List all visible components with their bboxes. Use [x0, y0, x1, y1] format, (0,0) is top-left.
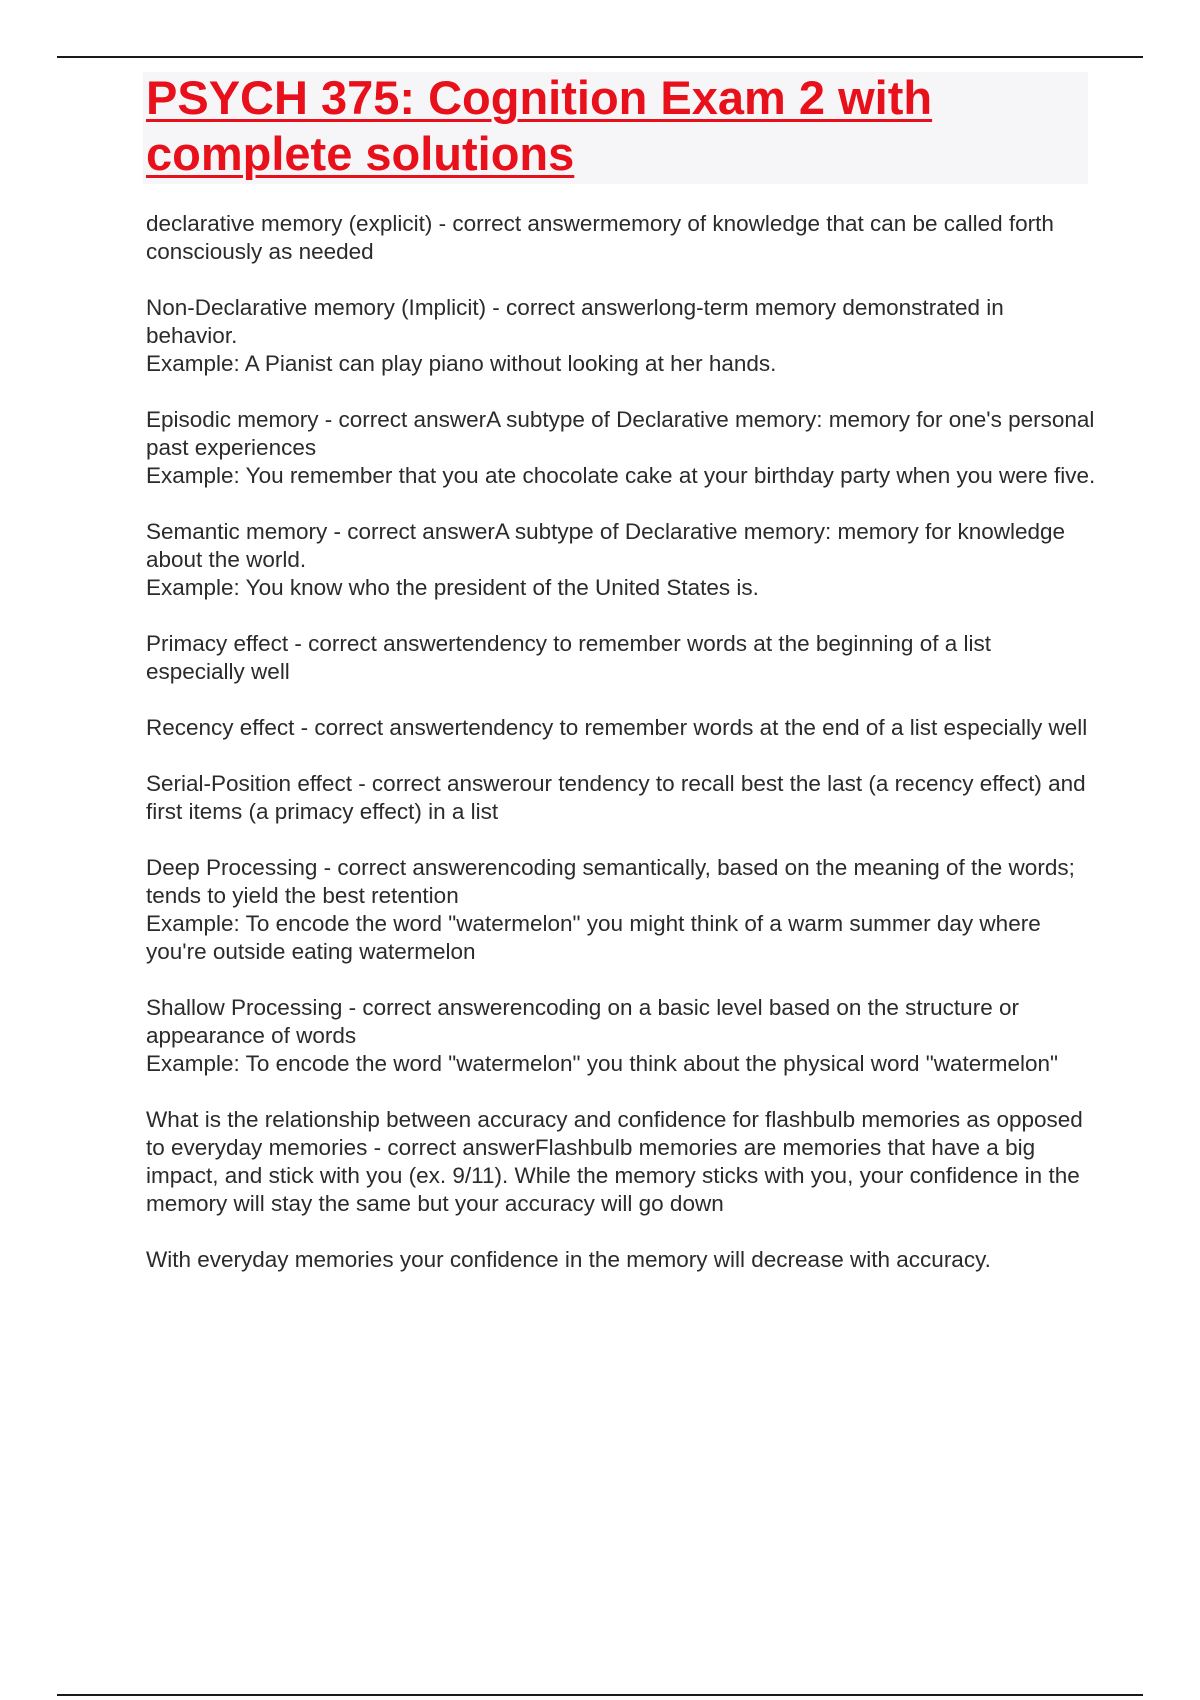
- document-body: [146, 210, 1096, 1302]
- entry-example: Example: To encode the word "watermelon" you might think of a warm summer day where you're outside eating watermelon: [146, 911, 1041, 964]
- entry-definition: Shallow Processing - correct answerencoding on a basic level based on the structure or appearance of words: [146, 995, 1019, 1048]
- entry-serial-position-effect: [146, 770, 1096, 826]
- entry-example: Example: You remember that you ate chocolate cake at your birthday party when you were five.: [146, 463, 1096, 488]
- entry-definition: With everyday memories your confidence in the memory will decrease with accuracy.: [146, 1247, 991, 1272]
- entry-declarative-memory: [146, 210, 1096, 266]
- entry-definition: Serial-Position effect - correct answerour tendency to recall best the last (a recency effect) and first items (a primacy effect) in a list: [146, 771, 1086, 824]
- entry-primacy-effect: [146, 630, 1096, 686]
- entry-deep-processing: [146, 854, 1096, 966]
- entry-definition: Deep Processing - correct answerencoding semantically, based on the meaning of the words; tends to yield the best retention: [146, 855, 1075, 908]
- entry-example: Example: To encode the word "watermelon" you think about the physical word "watermelon": [146, 1051, 1059, 1076]
- entry-flashbulb-memories: [146, 1106, 1096, 1218]
- entry-non-declarative-memory: [146, 294, 1096, 378]
- entry-definition: What is the relationship between accuracy and confidence for flashbulb memories as opposed to everyday memories - correct answerFlashbulb memories are memories that have a big impact, and stick with you (ex. 9/11). While the memory sticks with you, your confidence in the memory will stay the same but your accuracy will go down: [146, 1107, 1083, 1216]
- document-title: PSYCH 375: Cognition Exam 2 with complete solutions: [146, 71, 933, 180]
- entry-everyday-memories: [146, 1246, 1096, 1274]
- entry-example: Example: You know who the president of the United States is.: [146, 575, 759, 600]
- entry-definition: Non-Declarative memory (Implicit) - correct answerlong-term memory demonstrated in behavior.: [146, 295, 1004, 348]
- entry-definition: Semantic memory - correct answerA subtype of Declarative memory: memory for knowledge about the world.: [146, 519, 1066, 572]
- bottom-divider: [57, 1694, 1143, 1696]
- entry-recency-effect: [146, 714, 1096, 742]
- entry-definition: declarative memory (explicit) - correct answermemory of knowledge that can be called forth consciously as needed: [146, 211, 1054, 264]
- entry-shallow-processing: [146, 994, 1096, 1078]
- entry-definition: Episodic memory - correct answerA subtype of Declarative memory: memory for one's personal past experiences: [146, 407, 1095, 460]
- entry-definition: Primacy effect - correct answertendency to remember words at the beginning of a list especially well: [146, 631, 991, 684]
- entry-semantic-memory: [146, 518, 1096, 602]
- entry-example: Example: A Pianist can play piano without looking at her hands.: [146, 351, 777, 376]
- entry-definition: Recency effect - correct answertendency to remember words at the end of a list especially well: [146, 715, 1088, 740]
- entry-episodic-memory: [146, 406, 1096, 490]
- top-divider: [57, 56, 1143, 58]
